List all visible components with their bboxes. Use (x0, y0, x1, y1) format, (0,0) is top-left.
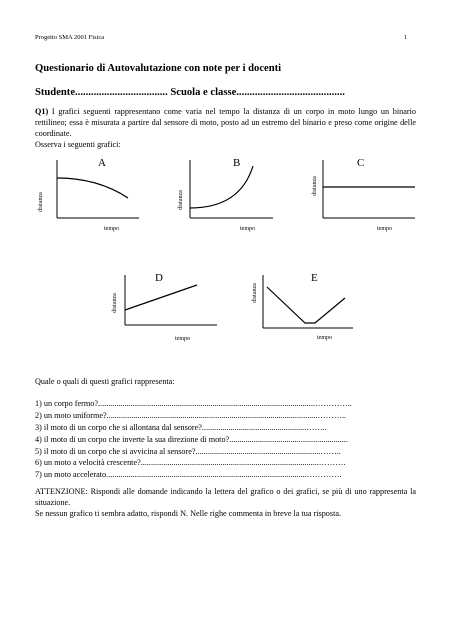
q1-label: Q1) (35, 107, 49, 116)
document-title: Questionario di Autovalutazione con note per i docenti (35, 63, 282, 74)
question-1: 1) un corpo fermo?..........................................................................................................………….. (35, 399, 352, 408)
q1-instruction: Osserva i seguenti grafici: (35, 140, 121, 150)
attention-line-1: ATTENZIONE: Rispondi alle domande indicando la lettera del grafico o dei grafici, se più di uno rappresenta la situazione. (35, 487, 416, 508)
q1-paragraph (35, 106, 416, 150)
attention-line-2: Se nessun grafico ti sembra adatto, rispondi N. Nelle righe commenta in breve la tua risposta. (35, 509, 342, 519)
graph-letter: C (357, 157, 365, 169)
graph-d (105, 265, 220, 355)
graph-a (30, 150, 140, 240)
y-axis-label: distanza (252, 283, 258, 303)
question-prompt: Quale o quali di questi grafici rappresenta: (35, 377, 175, 386)
page-header-left: Progetto SMA 2001 Fisica (35, 34, 105, 41)
question-4: 4) il moto di un corpo che inverte la sua direzione di moto?.......................................................... (35, 435, 348, 444)
graph-letter: E (311, 272, 318, 284)
attention-note (35, 486, 416, 519)
student-school-line: Studente................................... Scuola e classe......................................... (35, 87, 345, 98)
question-3: 3) il moto di un corpo che si allontana dal sensore?...................................................…….. (35, 423, 327, 432)
curve-increasing (190, 166, 253, 208)
question-6: 6) un moto a velocità crescente?.......................................................................................………. (35, 458, 346, 467)
graph-e (245, 265, 360, 355)
graph-b (170, 150, 280, 240)
graph-letter: B (233, 157, 241, 169)
x-axis-label: tempo (317, 335, 332, 341)
question-7: 7) un moto accelerato..................................................................................................…………. (35, 470, 342, 479)
graph-letter: A (98, 157, 106, 169)
curve-decreasing (57, 178, 128, 198)
question-2: 2) un moto uniforme?.......................................................................................................……….. (35, 411, 347, 420)
curve-v-shape (267, 287, 345, 323)
question-5: 5) il moto di un corpo che si avvicina al sensore?.............................................................…….. (35, 447, 341, 456)
curve-linear-increasing (125, 285, 197, 310)
graph-c (305, 150, 420, 240)
x-axis-label: tempo (175, 336, 190, 342)
x-axis-label: tempo (104, 226, 119, 232)
y-axis-label: distanza (112, 293, 118, 313)
q1-text: I grafici seguenti rappresentano come varia nel tempo la distanza di un corpo in moto lungo un binario rettilineo; essa è misurata a partire dal sensore di moto, posto ad un estremo del binario e preso come origine delle coordinate. (35, 107, 416, 139)
graph-letter: D (155, 272, 163, 284)
y-axis-label: distanza (312, 176, 318, 196)
x-axis-label: tempo (377, 226, 392, 232)
y-axis-label: distanza (178, 190, 184, 210)
page-number: 1 (404, 34, 408, 41)
x-axis-label: tempo (240, 226, 255, 232)
y-axis-label: distanza (38, 192, 44, 212)
